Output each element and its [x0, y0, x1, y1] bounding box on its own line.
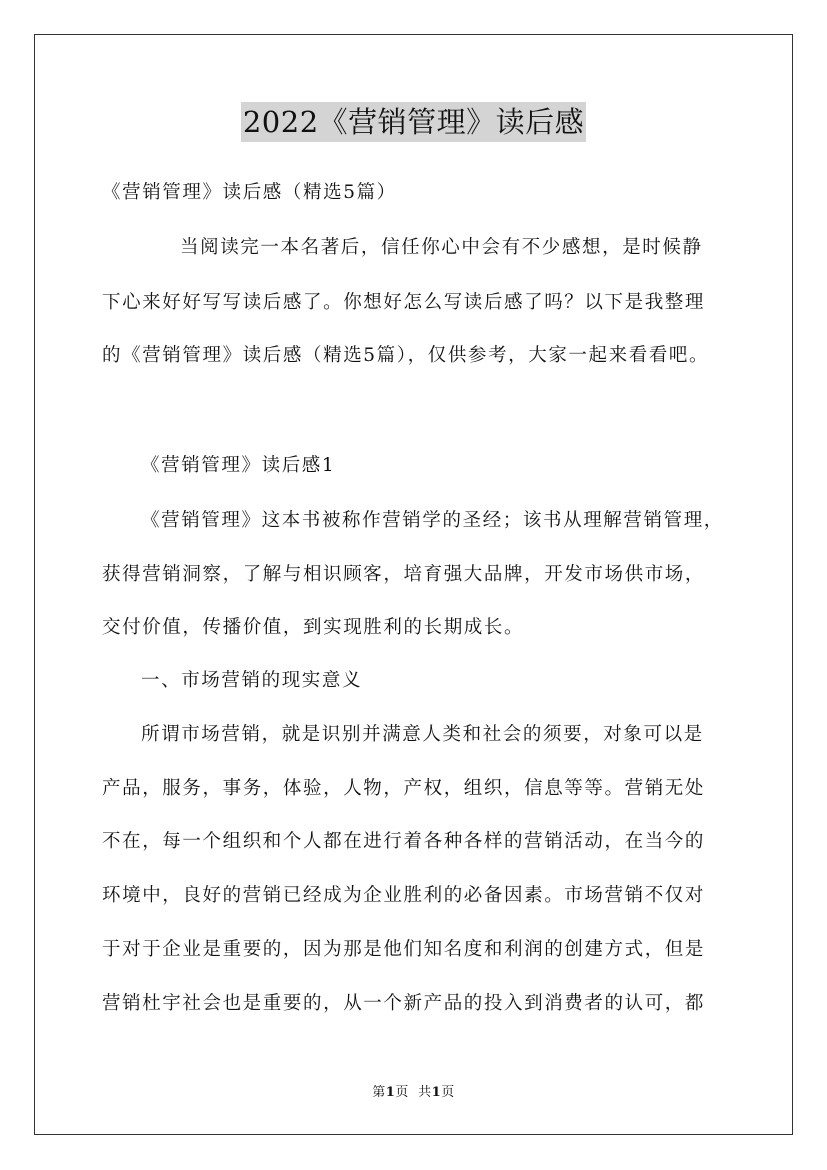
body-line-5: 于对于企业是重要的，因为那是他们知名度和利润的创建方式，但是 — [102, 939, 706, 960]
document-title: 2022《营销管理》读后感 — [241, 102, 586, 142]
intro-line-3: 的《营销管理》读后感（精选5篇），仅供参考，大家一起来看看吧。 — [102, 345, 710, 366]
title-container — [0, 102, 827, 142]
footer-page-suffix: 页 — [395, 1085, 409, 1100]
document-subtitle: 《营销管理》读后感（精选5篇） — [102, 182, 397, 203]
footer-page-number: 1 — [385, 1085, 396, 1100]
body-line-1: 所谓市场营销，就是识别并满意人类和社会的须要，对象可以是 — [141, 724, 704, 745]
section1-para-line-3: 交付价值，传播价值，到实现胜利的长期成长。 — [102, 617, 525, 638]
footer-total-pages: 1 — [431, 1085, 442, 1100]
body-line-4: 环境中，良好的营销已经成为企业胜利的必备因素。市场营销不仅对 — [102, 885, 706, 906]
intro-line-2: 下心来好好写写读后感了。你想好怎么写读后感了吗？以下是我整理 — [102, 292, 706, 313]
body-line-2: 产品，服务，事务，体验，人物，产权，组织，信息等等。营销无处 — [102, 778, 706, 799]
body-line-3: 不在，每一个组织和个人都在进行着各种各样的营销活动，在当今的 — [102, 831, 706, 852]
subheading-1: 一、市场营销的现实意义 — [141, 670, 363, 691]
page-footer — [0, 1081, 827, 1100]
footer-prefix: 第 — [372, 1085, 386, 1100]
intro-line-1: 当阅读完一本名著后，信任你心中会有不少感想，是时候静 — [180, 237, 703, 258]
section1-para-line-2: 获得营销洞察，了解与相识顾客，培育强大品牌，开发市场供市场， — [102, 564, 706, 585]
footer-total-prefix: 共 — [418, 1085, 432, 1100]
section1-heading: 《营销管理》读后感1 — [141, 455, 336, 476]
section1-para-line-1: 《营销管理》这本书被称作营销学的圣经；该书从理解营销管理， — [141, 510, 724, 531]
body-line-6: 营销杜宇社会也是重要的，从一个新产品的投入到消费者的认可，都 — [102, 993, 706, 1014]
footer-total-suffix: 页 — [441, 1085, 455, 1100]
